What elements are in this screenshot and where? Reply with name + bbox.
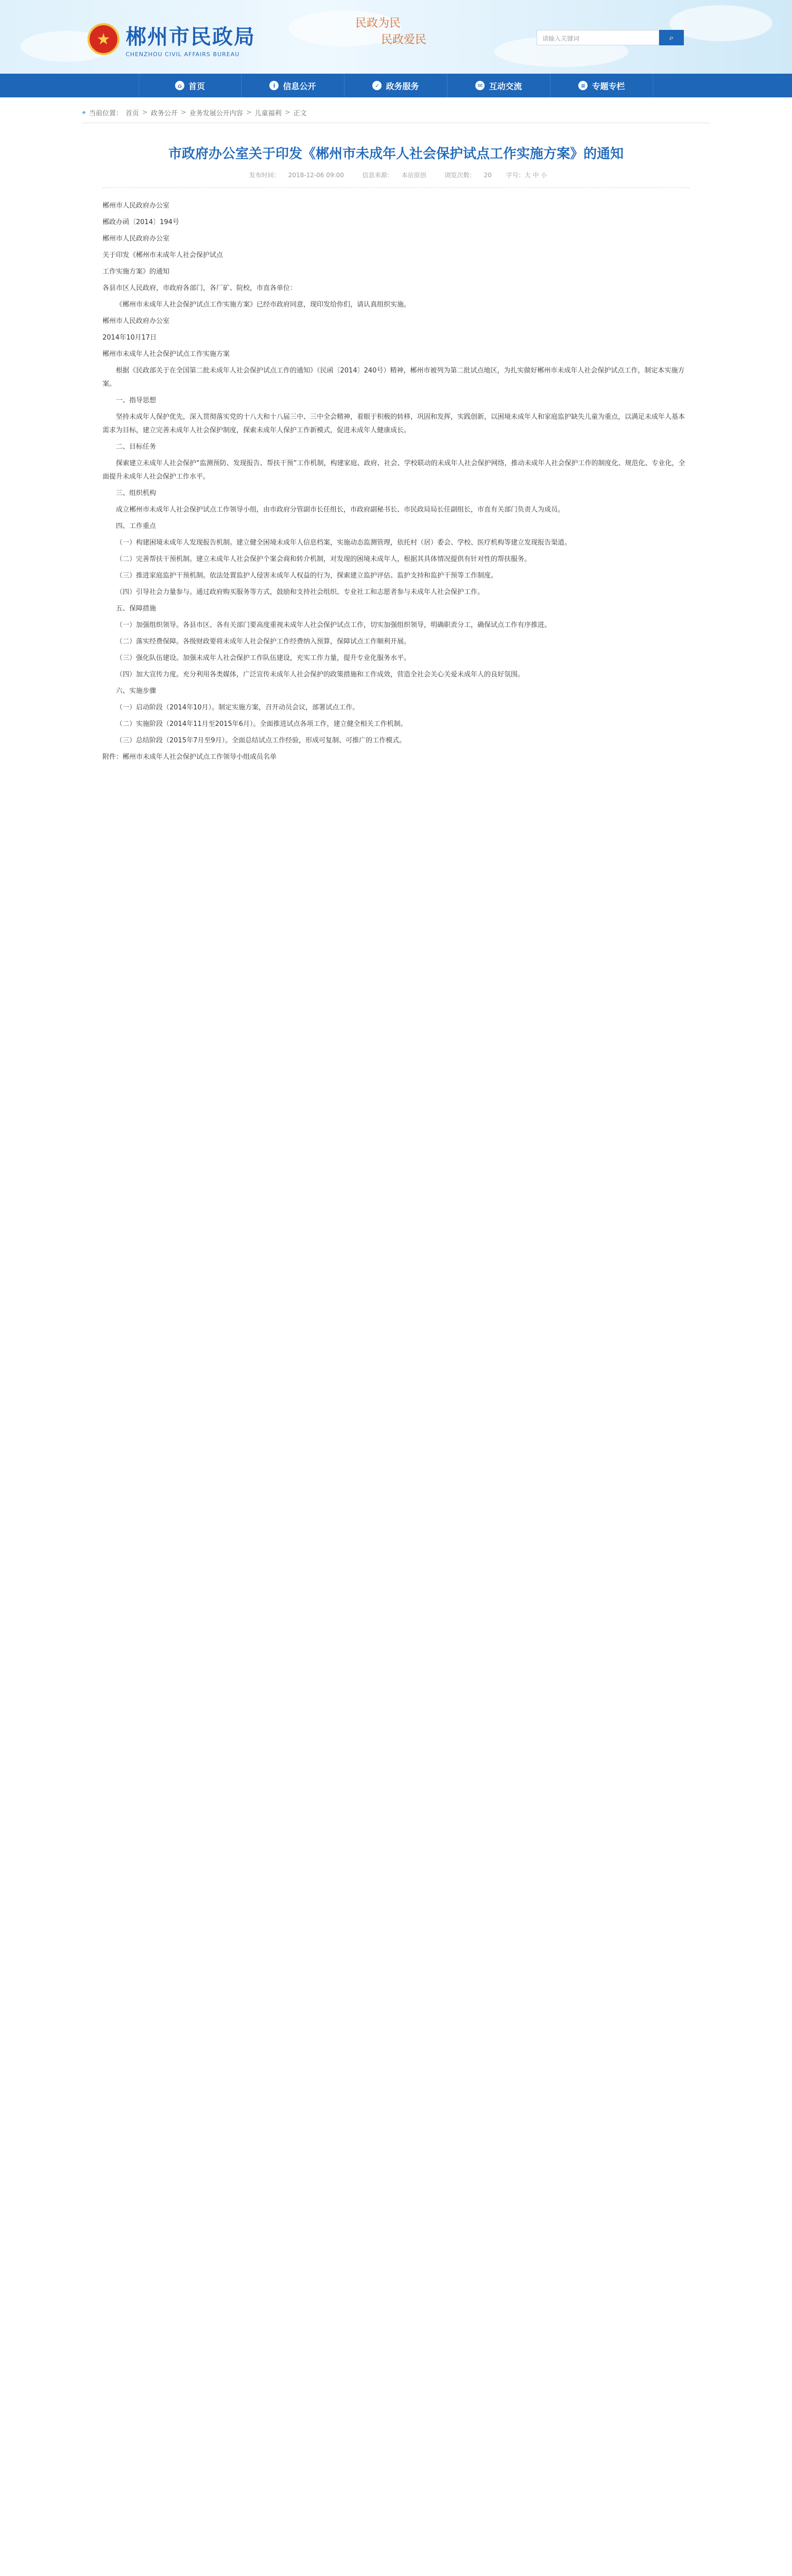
nav-label: 首页 — [188, 81, 205, 91]
article-paragraph: （一）构建困境未成年人发现报告机制。建立健全困境未成年人信息档案，实施动态监测管理，依托村（居）委会、学校、医疗机构等建立发现报告渠道。 — [116, 539, 572, 547]
nav-label: 专题专栏 — [592, 81, 625, 91]
location-icon: ⌖ — [82, 108, 86, 117]
slogan-line-2: 民政爱民 — [381, 33, 427, 46]
breadcrumb-item[interactable]: 儿童福利 — [254, 110, 282, 117]
nav-gov-service[interactable] — [345, 74, 447, 97]
article-paragraph: 郴州市未成年人社会保护试点工作实施方案 — [102, 350, 230, 358]
article-paragraph: 郴州市人民政府办公室 — [102, 317, 170, 325]
main-nav — [0, 74, 792, 97]
info-icon: i — [269, 81, 279, 90]
site-header — [0, 0, 792, 74]
article-paragraph: 坚持未成年人保护优先，深入贯彻落实党的十八大和十八届三中、三中全会精神，着眼于积极的转移，巩固和发挥，实践创新，以困境未成年人和家庭监护缺失儿童为重点，以满足未成年人基本需求为目标，建立完善未成年人社会保护制度，探索未成年人保护工作新模式，促进未成年人健康成长。 — [102, 413, 685, 434]
breadcrumb-item[interactable]: 业务发展公开内容 — [189, 110, 243, 117]
info-source: 信息来源： 本站原创 — [362, 172, 426, 179]
article-paragraph: （四）加大宣传力度。充分利用各类媒体，广泛宣传未成年人社会保护的政策措施和工作成效，营造全社会关心关爱未成年人的良好氛围。 — [116, 671, 525, 679]
home-icon: ⌂ — [175, 81, 184, 90]
search-icon: ⌕ — [669, 32, 674, 42]
article-paragraph: （三）推进家庭监护干预机制。依法处置监护人侵害未成年人权益的行为，探索建立监护评估、监护支持和监护干预等工作制度。 — [116, 572, 498, 580]
article-paragraph: 郴政办函〔2014〕194号 — [102, 218, 179, 226]
nav-label: 政务服务 — [386, 81, 419, 91]
nav-home[interactable] — [139, 74, 242, 97]
article-paragraph: 六、实施步骤 — [116, 687, 157, 695]
national-emblem-icon: ★ — [88, 23, 119, 55]
article-container — [82, 123, 710, 2576]
article-paragraph: 附件：郴州市未成年人社会保护试点工作领导小组成员名单 — [102, 753, 277, 761]
article-paragraph: （三）总结阶段（2015年7月至9月）。全面总结试点工作经验，形成可复制、可推广的工作模式。 — [116, 737, 406, 744]
article-paragraph: 三、组织机构 — [116, 489, 157, 497]
chat-icon: ✉ — [475, 81, 485, 90]
nav-interaction[interactable] — [447, 74, 550, 97]
nav-label: 互动交流 — [489, 81, 522, 91]
breadcrumb-item[interactable]: 首页 — [125, 110, 139, 117]
breadcrumb-prefix: 当前位置： — [89, 110, 123, 117]
nav-topics[interactable] — [550, 74, 653, 97]
publish-date: 发布时间： 2018-12-06 09:00 — [249, 172, 344, 179]
service-icon: ✓ — [372, 81, 382, 90]
article-paragraph: 成立郴州市未成年人社会保护试点工作领导小组，由市政府分管副市长任组长，市政府副秘书长、市民政局局长任副组长，市直有关部门负责人为成员。 — [116, 506, 565, 514]
breadcrumb-separator: > — [246, 109, 252, 116]
article-paragraph: 二、目标任务 — [116, 443, 157, 451]
header-slogan — [355, 15, 458, 57]
article-title: 市政府办公室关于印发《郴州市未成年人社会保护试点工作实施方案》的通知 — [168, 146, 624, 162]
article-paragraph: （一）加强组织领导。各县市区、各有关部门要高度重视未成年人社会保护试点工作，切实加强组织领导，明确职责分工，确保试点工作有序推进。 — [116, 621, 552, 629]
breadcrumb — [82, 108, 710, 123]
article-paragraph: 2014年10月17日 — [102, 334, 157, 342]
article-paragraph: （二）实施阶段（2014年11月至2015年6月）。全面推进试点各项工作，建立健全相关工作机制。 — [116, 720, 407, 728]
article-paragraph: 各县市区人民政府，市政府各部门，各厂矿、院校，市直各单位： — [102, 284, 297, 292]
article-paragraph: （二）落实经费保障。各级财政要将未成年人社会保护工作经费纳入预算，保障试点工作顺利开展。 — [116, 638, 411, 646]
article-paragraph: 探索建立未成年人社会保护“监测预防、发现报告、帮扶干预”工作机制，构建家庭、政府、社会、学校联动的未成年人社会保护网络，推动未成年人社会保护工作的制度化、规范化、专业化，全面提升未成年人社会保护工作水平。 — [102, 460, 685, 481]
search-button[interactable] — [659, 30, 684, 45]
search-input[interactable]: 请输入关键词 — [537, 30, 659, 45]
font-size-switch[interactable]: 字号：大 中 小 — [506, 172, 547, 179]
article-paragraph: （一）启动阶段（2014年10月）。制定实施方案，召开动员会议，部署试点工作。 — [116, 704, 359, 711]
article-paragraph: 根据《民政部关于在全国第二批未成年人社会保护试点工作的通知》（民函〔2014〕240号）精神，郴州市被列为第二批试点地区，为扎实做好郴州市未成年人社会保护试点工作，制定本实施方案。 — [102, 367, 685, 388]
article-paragraph: 《郴州市未成年人社会保护试点工作实施方案》已经市政府同意，现印发给你们，请认真组织实施。 — [116, 301, 411, 309]
breadcrumb-separator: > — [180, 109, 186, 116]
article-paragraph: 郴州市人民政府办公室 — [102, 235, 170, 243]
site-subtitle: CHENZHOU CIVIL AFFAIRS BUREAU — [126, 51, 240, 58]
breadcrumb-separator: > — [284, 109, 290, 116]
breadcrumb-item[interactable]: 政务公开 — [150, 110, 178, 117]
article-paragraph: 四、工作重点 — [116, 522, 157, 530]
breadcrumb-item: 正文 — [293, 110, 307, 117]
breadcrumb-separator: > — [142, 109, 148, 116]
nav-label: 信息公开 — [283, 81, 316, 91]
article-meta — [102, 171, 690, 188]
article-paragraph: （二）完善帮扶干预机制。建立未成年人社会保护个案会商和转介机制，对发现的困境未成年人，根据其具体情况提供有针对性的帮扶服务。 — [116, 555, 531, 563]
topic-icon: ≡ — [578, 81, 588, 90]
article-paragraph: （三）强化队伍建设。加强未成年人社会保护工作队伍建设，充实工作力量，提升专业化服务水平。 — [116, 654, 411, 662]
article-paragraph: 一、指导思想 — [116, 397, 157, 404]
article-paragraph: 关于印发《郴州市未成年人社会保护试点 — [102, 251, 223, 259]
article-paragraph: 工作实施方案》的通知 — [102, 268, 170, 276]
article-paragraph: （四）引导社会力量参与。通过政府购买服务等方式，鼓励和支持社会组织、专业社工和志愿者参与未成年人社会保护工作。 — [116, 588, 485, 596]
article-body — [102, 199, 690, 2576]
slogan-line-1: 民政为民 — [355, 17, 401, 30]
nav-info-public[interactable] — [242, 74, 345, 97]
site-title: 郴州市民政局 — [126, 25, 255, 49]
article-paragraph: 五、保障措施 — [116, 605, 157, 613]
article-paragraph: 郴州市人民政府办公室 — [102, 202, 170, 210]
view-count: 浏览次数： 20 — [444, 172, 492, 179]
site-logo[interactable] — [88, 21, 255, 58]
